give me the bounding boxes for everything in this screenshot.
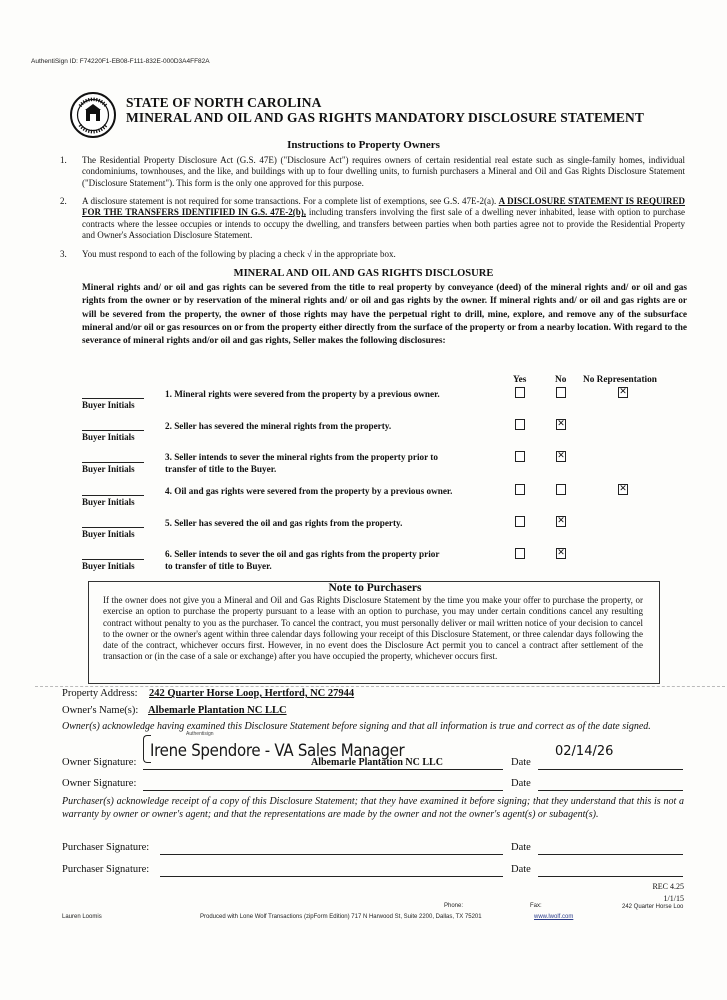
date-label: Date [511, 778, 531, 789]
purchaser-acknowledgement: Purchaser(s) acknowledge receipt of a copy of this Disclosure Statement; that they have examined it before signing; that they understand that this is not a warranty by owner or owner's agent; and that the representations are made by the owner and not the owner's agent(s) or subagent(s). [62, 796, 684, 820]
divider [35, 686, 725, 687]
owner-signature-line[interactable] [143, 769, 503, 770]
instruction-text: A disclosure statement is not required for some transactions. For a complete list of exemptions, see G.S. 47E-2(a). [82, 196, 499, 206]
checkbox-no-q5[interactable]: ✕ [557, 516, 565, 526]
signed-date: 02/14/26 [555, 744, 614, 759]
disclosure-question-4 [165, 485, 500, 497]
footer-property-ref: 242 Quarter Horse Loo [622, 904, 684, 910]
owner-signature-2-label: Owner Signature: [62, 778, 137, 789]
property-address-label: Property Address: [62, 688, 138, 699]
note-to-purchasers-box [88, 581, 660, 684]
checkbox-no-q6[interactable]: ✕ [557, 548, 565, 558]
owners-name-value[interactable]: Albemarle Plantation NC LLC [148, 705, 287, 716]
property-address-value[interactable]: 242 Quarter Horse Loop, Hertford, NC 27944 [149, 688, 355, 699]
question-text: 4. Oil and gas rights were severed from the property by a previous owner. [165, 486, 453, 496]
instruction-item-3 [60, 249, 685, 260]
disclosure-question-5 [165, 517, 500, 529]
buyer-initials-line[interactable] [82, 495, 144, 496]
question-text: 5. Seller has severed the oil and gas rights from the property. [165, 518, 403, 528]
purchaser-signature-label: Purchaser Signature: [62, 842, 150, 853]
question-text: 6. Seller intends to sever the oil and gas rights from the property prior [165, 549, 440, 559]
instructions-heading: Instructions to Property Owners [287, 139, 440, 151]
checkbox-yes-q3[interactable] [515, 451, 525, 462]
buyer-initials-line[interactable] [82, 430, 144, 431]
checkbox-no-q2[interactable]: ✕ [557, 419, 565, 429]
buyer-initials-line[interactable] [82, 527, 144, 528]
form-code: REC 4.25 [652, 882, 684, 891]
buyer-initials-label: Buyer Initials [82, 400, 135, 410]
checkbox-no-q1[interactable] [556, 387, 566, 398]
date-line[interactable] [538, 854, 683, 855]
date-line[interactable] [538, 790, 683, 791]
column-no: No [555, 375, 567, 385]
date-line[interactable] [538, 769, 683, 770]
owner-signature-label: Owner Signature: [62, 757, 137, 768]
authentisign-tag: Authentisign [186, 731, 214, 737]
instruction-text: The Residential Property Disclosure Act (G.S. 47E) ("Disclosure Act") requires owners of certain residential real estate such as single-family homes, individual condominiums, townhouses, and the like, and buildings with up to four dwelling units, to furnish purchasers a Mineral and Oil and Gas Rights Disclosure Statement ("Disclosure Statement"). This form is the only one approved for this purpose. [82, 155, 685, 188]
checkbox-no-rep-q4[interactable]: ✕ [619, 484, 627, 494]
form-title: MINERAL AND OIL AND GAS RIGHTS MANDATORY DISCLOSURE STATEMENT [126, 110, 644, 125]
checkbox-no-q3[interactable]: ✕ [557, 451, 565, 461]
footer-produced-by: Produced with Lone Wolf Transactions (zipForm Edition) 717 N Harwood St, Suite 2200, Dallas, TX 75201 [200, 914, 482, 920]
question-text: 3. Seller intends to sever the mineral rights from the property prior to [165, 452, 438, 462]
disclosure-heading: MINERAL AND OIL AND GAS RIGHTS DISCLOSURE [233, 268, 494, 279]
owner-acknowledgement: Owner(s) acknowledge having examined this Disclosure Statement before signing and that all information is true and correct as of the date signed. [62, 721, 651, 732]
buyer-initials-label: Buyer Initials [82, 497, 135, 507]
question-text: 2. Seller has severed the mineral rights from the property. [165, 421, 392, 431]
question-text-cont: to transfer of title to Buyer. [165, 561, 272, 571]
footer-link[interactable]: www.lwolf.com [534, 914, 574, 920]
column-no-representation: No Representation [583, 375, 657, 385]
buyer-initials-line[interactable] [82, 559, 144, 560]
instruction-item-1 [60, 155, 685, 189]
buyer-initials-label: Buyer Initials [82, 464, 135, 474]
checkbox-yes-q4[interactable] [515, 484, 525, 495]
disclosure-question-6 [165, 548, 500, 572]
nc-real-estate-commission-seal-icon [70, 92, 116, 138]
checkbox-yes-q5[interactable] [515, 516, 525, 527]
footer-fax-label: Fax: [530, 903, 542, 909]
note-title: Note to Purchasers [328, 582, 422, 594]
checkbox-yes-q1[interactable] [515, 387, 525, 398]
footer-phone-label: Phone: [444, 903, 464, 909]
buyer-initials-line[interactable] [82, 462, 144, 463]
purchaser-signature-line[interactable] [160, 854, 503, 855]
footer-agent: Lauren Loomis [62, 914, 102, 920]
instruction-item-2 [60, 196, 685, 241]
form-title-state: STATE OF NORTH CAROLINA [126, 95, 322, 110]
column-yes: Yes [513, 375, 527, 385]
instruction-number: 3. [60, 249, 67, 259]
buyer-initials-label: Buyer Initials [82, 561, 135, 571]
purchaser-signature-2-label: Purchaser Signature: [62, 864, 150, 875]
date-label: Date [511, 757, 531, 768]
instruction-number: 1. [60, 155, 67, 165]
date-line[interactable] [538, 876, 683, 877]
disclosure-question-3 [165, 451, 500, 475]
disclosure-question-1 [165, 388, 500, 400]
owner-signature-2-line[interactable] [143, 790, 503, 791]
date-label: Date [511, 864, 531, 875]
disclosure-paragraph: Mineral rights and/ or oil and gas rights can be severed from the title to real property by conveyance (deed) of the mineral rights and/ or oil and gas rights from the owner or by reservation of the mineral rights and/ or oil and gas rights by the owner. If mineral rights and/ or oil and gas rights are or will be severed from the property, the owner of those rights may have the perpetual right to drill, mine, explore, and remove any of the subsurface mineral and/or oil or gas resources on or from the property either directly from the surface of the property or from a nearby location. With regard to the severance of mineral rights and/or oil and gas rights, Seller makes the following disclosures: [82, 283, 687, 347]
question-text: 1. Mineral rights were severed from the property by a previous owner. [165, 389, 440, 399]
buyer-initials-line[interactable] [82, 398, 144, 399]
buyer-initials-label: Buyer Initials [82, 432, 135, 442]
checkbox-yes-q2[interactable] [515, 419, 525, 430]
owner-handwritten-signature: Irene Spendore - VA Sales Manager [150, 739, 405, 761]
instruction-text: You must respond to each of the following by placing a check √ in the appropriate box. [82, 249, 396, 259]
form-revision: 1/1/15 [663, 894, 684, 903]
signed-company-name: Albemarle Plantation NC LLC [311, 757, 443, 768]
disclosure-question-2 [165, 420, 500, 432]
checkbox-yes-q6[interactable] [515, 548, 525, 559]
instruction-number: 2. [60, 196, 67, 206]
checkbox-no-q4[interactable] [556, 484, 566, 495]
disclosure-required-text: A DISCLOSURE STATEMENT IS REQUIRED FOR THE TRANSFERS IDENTIFIED IN G.S. 47E-2(b), [82, 196, 686, 218]
question-text-cont: transfer of title to the Buyer. [165, 464, 277, 474]
owners-name-label: Owner's Name(s): [62, 705, 139, 716]
instruction-text-cont: including transfers involving the first sale of a dwelling never inhabited, lease with option to purchase contracts where the lessee occupies or intends to occupy the dwelling, and transfers between parties when both parties agree not to provide the Residential Property and Owner's Association Disclosure Statement. [82, 207, 686, 240]
buyer-initials-label: Buyer Initials [82, 529, 135, 539]
checkbox-no-rep-q1[interactable]: ✕ [619, 387, 627, 397]
note-text: If the owner does not give you a Mineral and Oil and Gas Rights Disclosure Statement by the time you make your offer to purchase the property, or exercise an option to purchase the property pursuant to a lease with an option to purchase, you may under certain conditions cancel any resulting contract without penalty to you as the purchaser. To cancel the contract, you must personally deliver or mail written notice of your decision to cancel to the owner or the owner's agent within three calendar days following your receipt of this Disclosure Statement, or three calendar days following the date of the contract, whichever occurs first. However, in no event does the Disclosure Act permit you to cancel a contract after settlement of the transaction or (in the case of a sale or exchange) after you have occupied the property, whichever occurs first. [103, 595, 643, 662]
authentisign-id: AuthentiSign ID: F74220F1-EB08-F111-832E-000D3A4FF82A [31, 58, 210, 65]
date-label: Date [511, 842, 531, 853]
purchaser-signature-2-line[interactable] [160, 876, 503, 877]
